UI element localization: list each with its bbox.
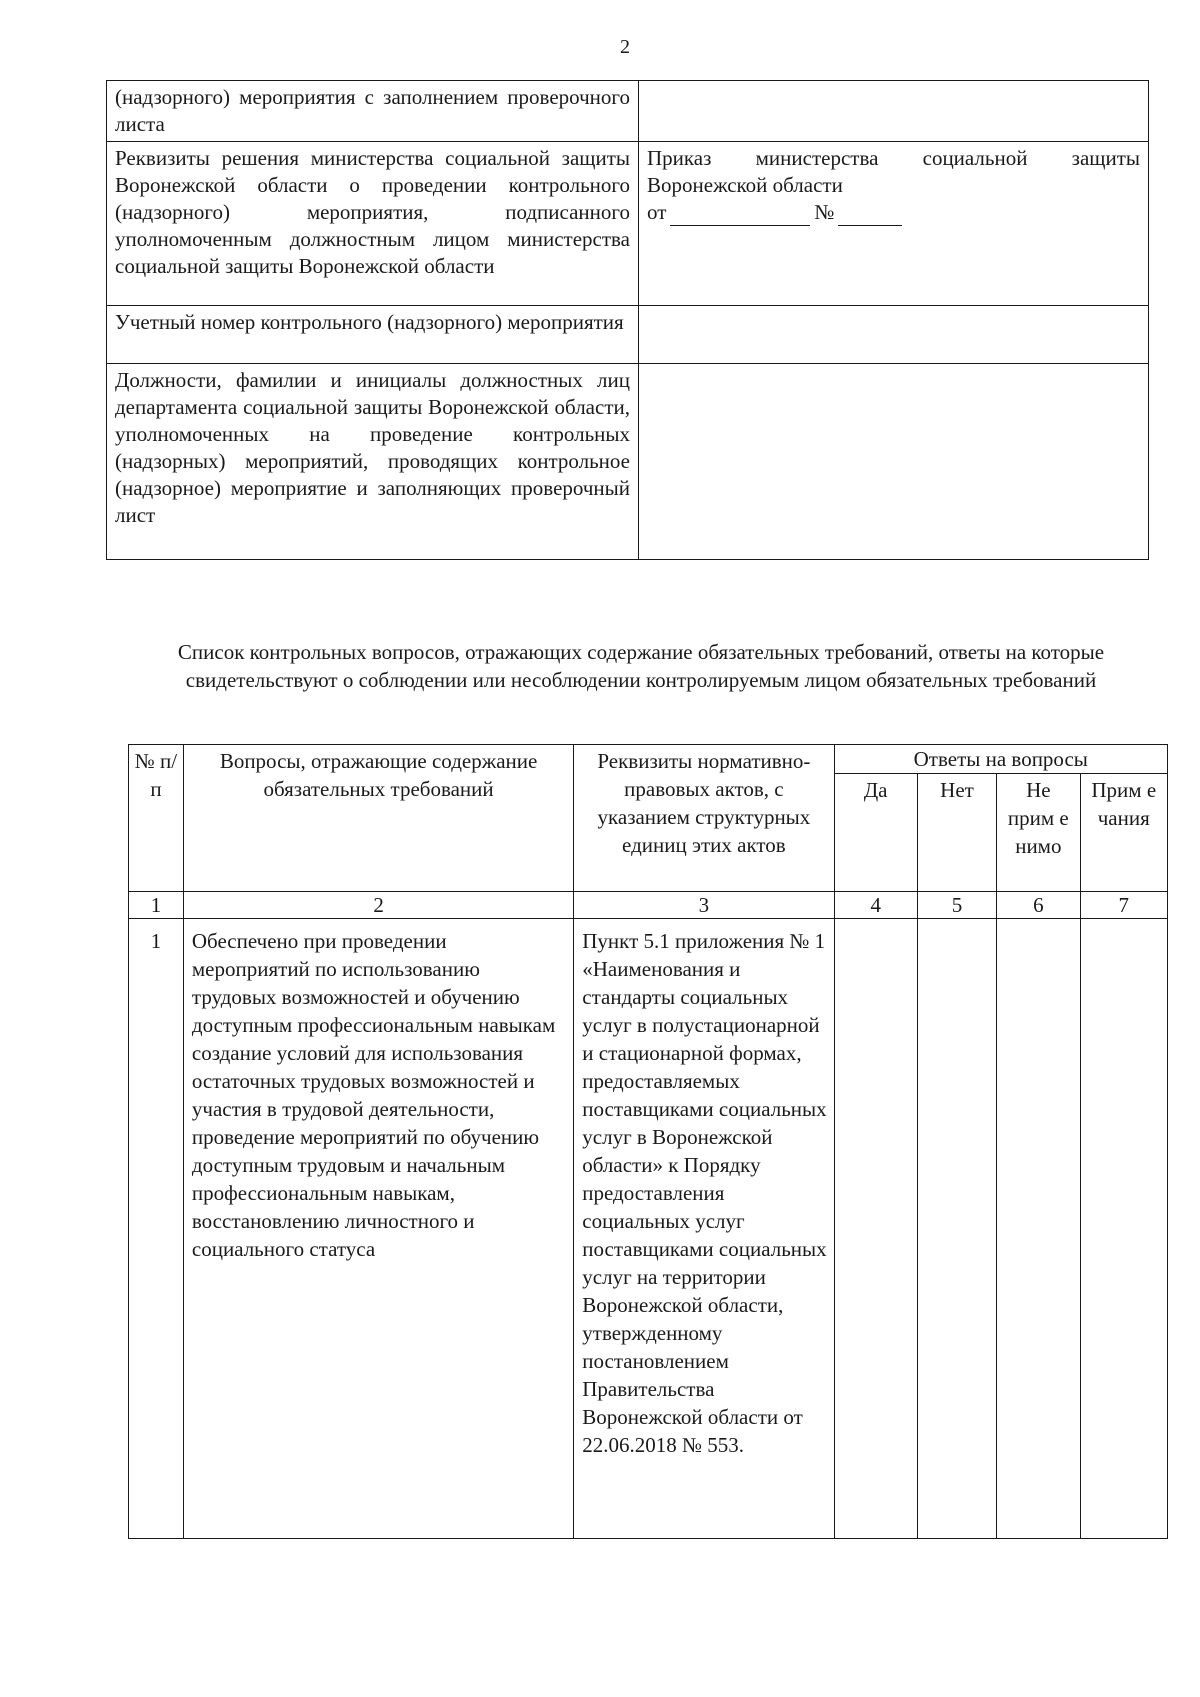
answer-yes-cell[interactable]	[834, 919, 917, 1539]
info-table	[106, 80, 1149, 560]
info-label: Должности, фамилии и инициалы должностных лиц департамента социальной защиты Воронежской области, уполномоченных на проведение контрольных (надзорных) мероприятий, проводящих контрольное (надзорное) мероприятие и заполняющих проверочный лист	[107, 364, 639, 560]
order-title: Приказ министерства социальной защиты Воронежской области	[647, 146, 1140, 197]
answer-note-cell[interactable]	[1080, 919, 1167, 1539]
column-number: 4	[834, 892, 917, 919]
column-number: 5	[917, 892, 996, 919]
info-row	[107, 81, 1149, 142]
table-row	[129, 919, 1168, 1539]
answer-na-cell[interactable]	[997, 919, 1080, 1539]
row-requisites: Пункт 5.1 приложения № 1 «Наименования и стандарты социальных услуг в полустационарной и стационарной формах, предоставляемых поставщиками социальных услуг в Воронежской области» к Порядку предоставления социальных услуг поставщиками социальных услуг на территории Воронежской области, утвержденному постановлением Правительства Воронежской области от 22.06.2018 № 553.	[574, 919, 834, 1539]
info-label: (надзорного) мероприятия с заполнением проверочного листа	[107, 81, 639, 142]
column-number: 3	[574, 892, 834, 919]
header-not-applicable: Не прим е нимо	[997, 774, 1080, 892]
header-note: Прим е чания	[1080, 774, 1167, 892]
header-requisites: Реквизиты нормативно-правовых актов, с указанием структурных единиц этих актов	[574, 745, 834, 892]
info-row	[107, 364, 1149, 560]
header-num: № п/п	[129, 745, 184, 892]
column-number: 7	[1080, 892, 1167, 919]
order-date-number: от №	[647, 199, 1140, 226]
header-question: Вопросы, отражающие содержание обязательных требований	[183, 745, 573, 892]
info-value	[639, 306, 1149, 364]
answer-no-cell[interactable]	[917, 919, 996, 1539]
page-number: 2	[620, 36, 630, 58]
date-blank	[670, 224, 810, 226]
info-label: Учетный номер контрольного (надзорного) мероприятия	[107, 306, 639, 364]
info-value	[639, 81, 1149, 142]
header-row	[129, 745, 1168, 774]
row-question: Обеспечено при проведении мероприятий по использованию трудовых возможностей и обучению доступным профессиональным навыкам создание условий для использования остаточных трудовых возможностей и участия в трудовой деятельности, проведение мероприятий по обучению доступным трудовым и начальным профессиональным навыкам, восстановлению личностного и социального статуса	[183, 919, 573, 1539]
info-row	[107, 306, 1149, 364]
number-blank	[838, 224, 902, 226]
info-label: Реквизиты решения министерства социальной защиты Воронежской области о проведении контрольного (надзорного) мероприятия, подписанного уполномоченным должностным лицом министерства социальной защиты Воронежской области	[107, 142, 639, 306]
questions-table	[128, 744, 1168, 1539]
info-row	[107, 142, 1149, 306]
column-number: 2	[183, 892, 573, 919]
info-value	[639, 364, 1149, 560]
row-num: 1	[129, 919, 184, 1539]
info-value	[639, 142, 1149, 306]
column-number: 1	[129, 892, 184, 919]
header-no: Нет	[917, 774, 996, 892]
header-yes: Да	[834, 774, 917, 892]
list-title: Список контрольных вопросов, отражающих содержание обязательных требований, ответы на которые свидетельствуют о соблюдении или несоблюдении контролируемым лицом обязательных требований	[177, 640, 1105, 692]
column-number: 6	[997, 892, 1080, 919]
column-number-row	[129, 892, 1168, 919]
header-answers: Ответы на вопросы	[834, 745, 1167, 774]
